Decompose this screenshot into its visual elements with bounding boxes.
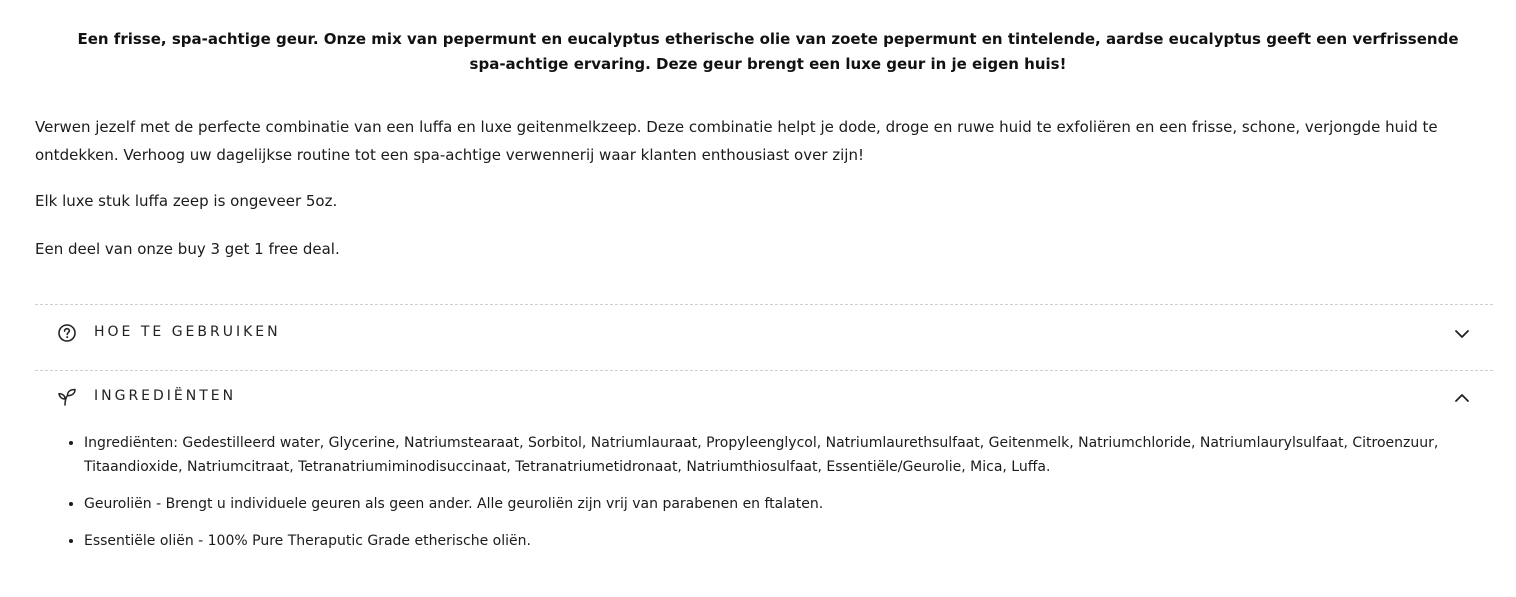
divider: [35, 304, 1493, 305]
accordion-how-to-use-title: HOE TE GEBRUIKEN: [94, 324, 281, 340]
divider: [35, 370, 1493, 371]
chevron-up-icon[interactable]: [1453, 389, 1471, 407]
list-item: • Ingrediënten: Gedestilleerd water, Glycerine, Natriumstearaat, Sorbitol, Natriumlauraat, Propyleenglycol, Natriumlaurethsulfaat, Geitenmelk, Natriumchloride, Natriumlaurylsulfaat, Citroenzuur, Titaandioxide, Natriumcitraat, Tetranatriumiminodisuccinaat, Tetranatriumetidronaat, Natriumthiosulfaat, Essentiële/Geurolie, Mica, Luffa.: [84, 431, 1484, 479]
accordion-ingredients-header[interactable]: [35, 377, 1493, 417]
ingredients-list: [62, 431, 1484, 566]
accordion-ingredients-title: INGREDIËNTEN: [94, 388, 237, 404]
leaf-sprout-icon: [57, 387, 77, 407]
list-item: • Essentiële oliën - 100% Pure Theraputic Grade etherische oliën.: [84, 529, 1484, 553]
accordion-how-to-use-header[interactable]: [35, 313, 1493, 353]
chevron-down-icon[interactable]: [1453, 325, 1471, 343]
description-paragraph: Verwen jezelf met de perfecte combinatie van een luffa en luxe geitenmelkzeep. Deze combinatie helpt je dode, droge en ruwe huid te exfoliëren en een frisse, schone, verjongde huid te ontdekken. Verhoog uw dagelijkse routine tot een spa-achtige verwennerij waar klanten enthousiast over zijn!: [35, 118, 1438, 164]
size-paragraph: Elk luxe stuk luffa zeep is ongeveer 5oz.: [35, 192, 338, 210]
deal-paragraph: Een deel van onze buy 3 get 1 free deal.: [35, 240, 340, 258]
scent-intro: Een frisse, spa-achtige geur. Onze mix van pepermunt en eucalyptus etherische olie van zoete pepermunt en tintelende, aardse eucalyptus geeft een verfrissende spa-achtige ervaring. Deze geur brengt een luxe geur in je eigen huis!: [77, 30, 1459, 73]
question-circle-icon: [57, 323, 77, 343]
list-item: • Geuroliën - Brengt u individuele geuren als geen ander. Alle geuroliën zijn vrij van parabenen en ftalaten.: [84, 492, 1484, 516]
